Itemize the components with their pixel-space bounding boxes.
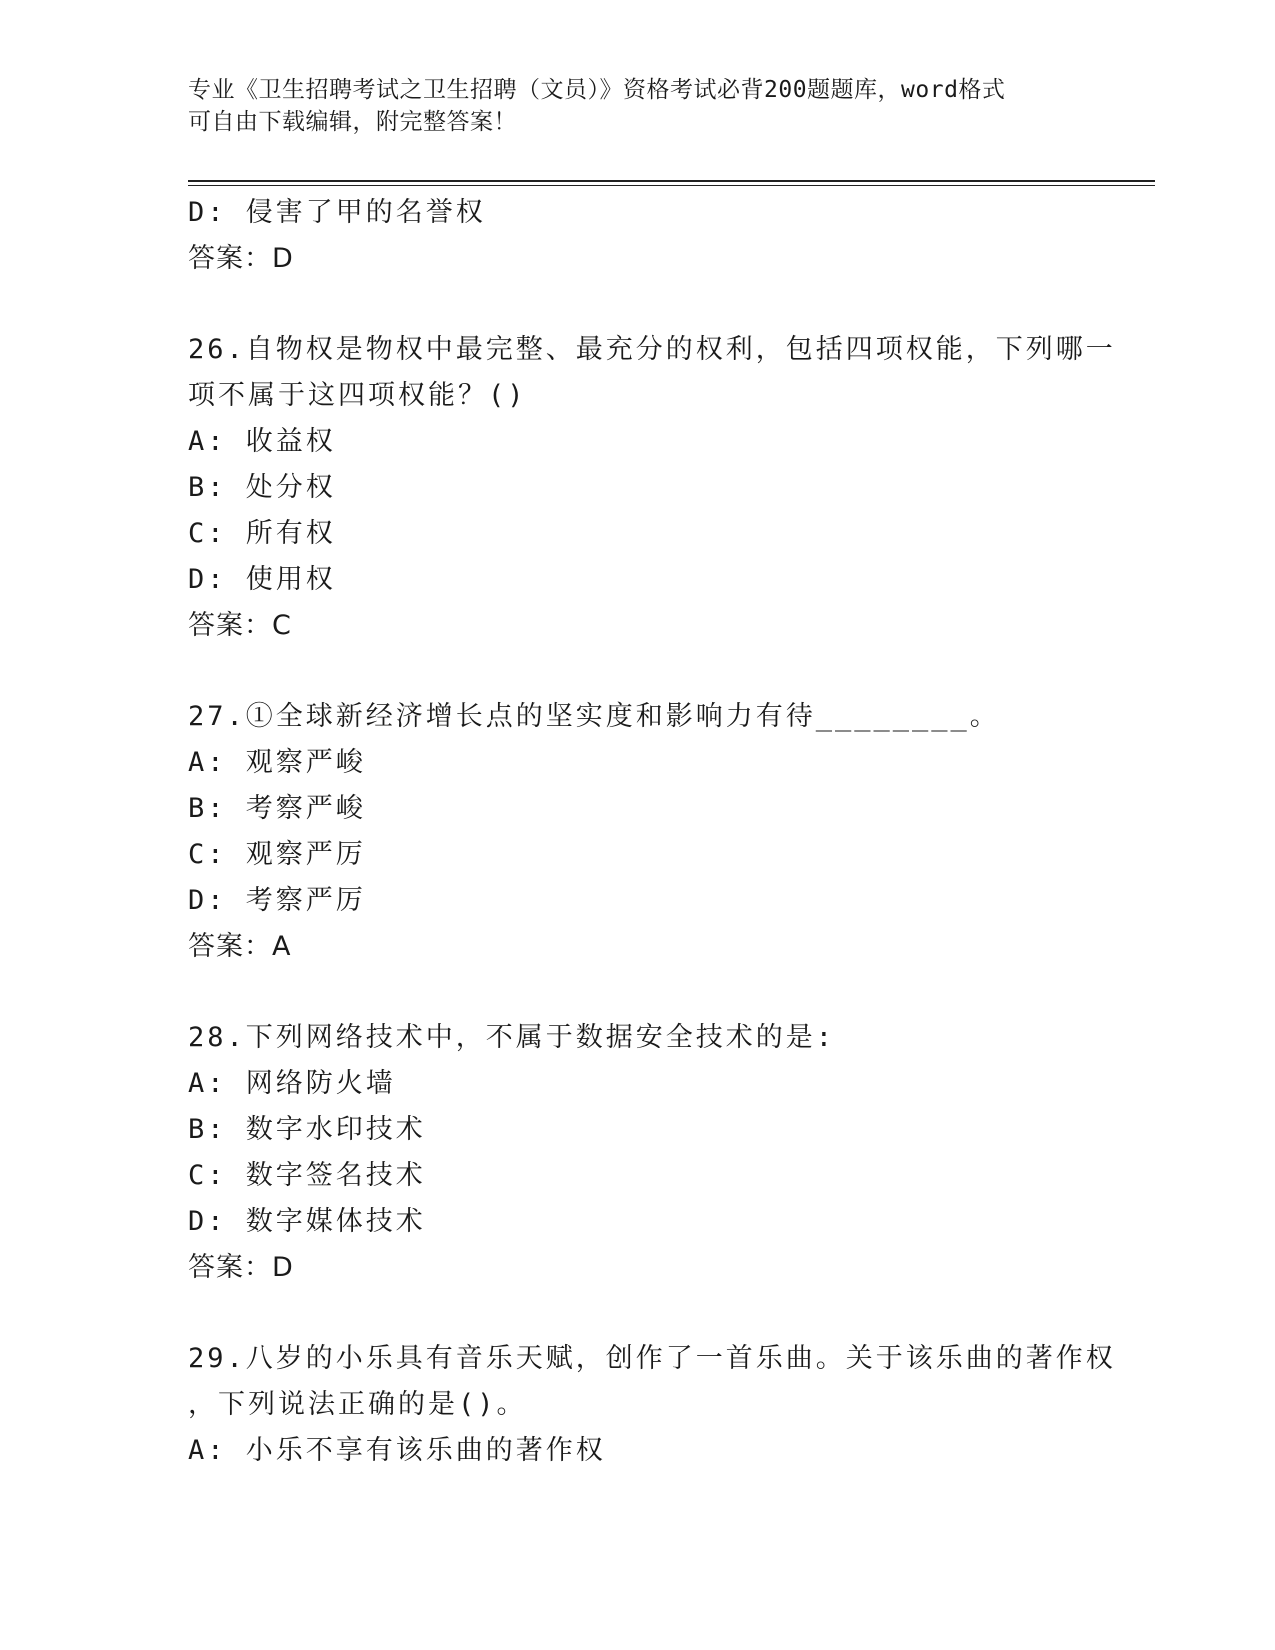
option-c: C: 观察严厉 [188,839,366,870]
spacer [188,282,1088,327]
spacer [188,649,1088,694]
question-stem: 26.自物权是物权中最完整、最充分的权利，包括四项权能，下列哪一 [188,334,1116,365]
question-stem: 28.下列网络技术中，不属于数据安全技术的是: [188,1022,836,1053]
option-a: A: 小乐不享有该乐曲的著作权 [188,1435,606,1466]
question-29 [188,1336,1116,1474]
spacer [188,1291,1088,1336]
option-c: C: 数字签名技术 [188,1160,426,1191]
option-b: B: 处分权 [188,472,336,503]
option-a: A: 收益权 [188,426,336,457]
question-stem: 29.八岁的小乐具有音乐天赋，创作了一首乐曲。关于该乐曲的著作权 [188,1343,1116,1374]
question-stem: 27.①全球新经济增长点的坚实度和影响力有待________。 [188,701,1000,732]
header-divider-thick [188,180,1155,182]
option-b: B: 考察严峻 [188,793,366,824]
header-title-line-1: 专业《卫生招聘考试之卫生招聘（文员）》资格考试必背200题题库，word格式 [188,77,1006,103]
option-d: D: 考察严厉 [188,885,366,916]
question-25-fragment [188,190,1088,282]
option-b: B: 数字水印技术 [188,1114,426,1145]
question-stem-continued: ，下列说法正确的是()。 [188,1389,527,1420]
option-a: A: 网络防火墙 [188,1068,396,1099]
option-d: D: 侵害了甲的名誉权 [188,197,486,228]
option-d: D: 使用权 [188,564,336,595]
answer-line: 答案：D [188,1252,294,1283]
question-26 [188,327,1116,649]
header-divider-thin [188,185,1155,186]
question-content [188,190,1116,1474]
answer-line: 答案：D [188,243,294,274]
question-28 [188,1015,1088,1291]
answer-line: 答案：A [188,931,292,962]
question-27 [188,694,1088,970]
spacer [188,970,1088,1015]
question-stem-continued: 项不属于这四项权能？() [188,380,527,411]
option-d: D: 数字媒体技术 [188,1206,426,1237]
option-c: C: 所有权 [188,518,336,549]
document-header [188,74,1088,138]
option-a: A: 观察严峻 [188,747,366,778]
header-title-line-2: 可自由下载编辑，附完整答案！ [188,109,517,135]
answer-line: 答案：C [188,610,292,641]
